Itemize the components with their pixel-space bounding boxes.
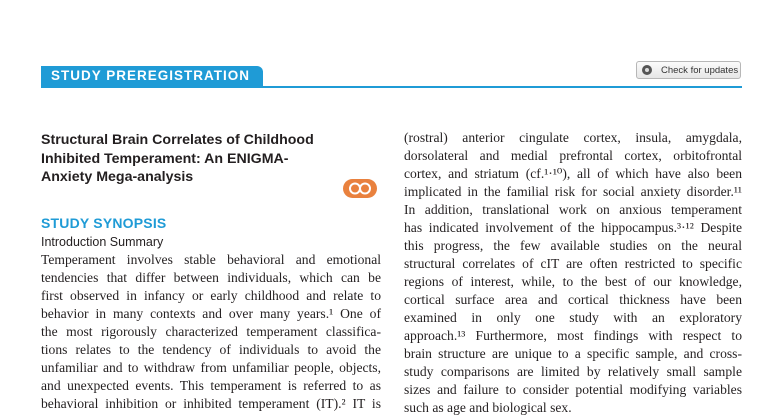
title-line: Inhibited Temperament: An ENIGMA- xyxy=(41,150,289,167)
text-line: tions relates to the tendency of individuals to avoid the xyxy=(41,342,381,357)
text-line: structural correlates of cIT are often restricted to specific xyxy=(404,256,742,271)
text-line: first observed in infancy or early childhood and relate to xyxy=(41,288,381,303)
right-column-text xyxy=(404,129,742,417)
text-line: dorsolateral and medial prefrontal cortex, orbitofrontal xyxy=(404,148,742,163)
text-line: regions of interest, while, to the best of our knowledge, xyxy=(404,274,742,289)
synopsis-heading: STUDY SYNOPSIS xyxy=(41,215,167,231)
title-line: Structural Brain Correlates of Childhood xyxy=(41,132,314,148)
text-line: (rostral) anterior cingulate cortex, insula, amygdala, xyxy=(404,130,742,145)
check-for-updates-label: Check for updates xyxy=(661,65,739,76)
text-line: unfamiliar and to withdraw from unfamiliar people, objects, xyxy=(41,360,381,375)
text-line: tendencies that differ between individuals, which can be xyxy=(41,270,381,285)
text-line: examined in only one study with an exploratory xyxy=(404,310,742,325)
header-rule xyxy=(41,86,742,88)
text-line: cortex, and striatum (cf.¹·¹⁰), all of which have also been xyxy=(404,166,742,181)
check-for-updates-button[interactable] xyxy=(636,61,741,79)
study-type-banner xyxy=(41,66,263,87)
text-line: approach.¹³ Furthermore, most findings with respect to xyxy=(404,328,742,343)
text-line: cortical surface area and cortical thickness have been xyxy=(404,292,742,307)
text-line: and unexpected events. This temperament is referred to as xyxy=(41,378,381,393)
title-line: Anxiety Mega-analysis xyxy=(41,169,194,185)
synopsis-subheading: Introduction Summary xyxy=(41,235,164,249)
text-line: has indicated involvement of the hippocampus.³·¹² Despite xyxy=(404,220,742,235)
text-line: sizes and failure to consider potential modifying variables xyxy=(404,382,742,397)
text-line: implicated in the familial risk for social anxiety disorder.¹¹ xyxy=(404,184,742,199)
article-title xyxy=(41,131,371,187)
text-line: brain structure are unique to a specific sample, and cross- xyxy=(404,346,742,361)
banner-label: STUDY PREREGISTRATION xyxy=(51,68,251,83)
text-line: behavior in many contexts and over many years.¹ One of xyxy=(41,306,381,321)
text-line: this progress, the few available studies on the neural xyxy=(404,238,742,253)
text-line: Temperament involves stable behavioral and emotional xyxy=(41,252,381,267)
open-access-icon[interactable] xyxy=(343,179,377,198)
text-line: behavioral inhibition or inhibited temperament (IT).² IT is xyxy=(41,396,381,411)
text-line: study comparisons are limited by relatively small sample xyxy=(404,364,742,379)
crossmark-icon xyxy=(642,65,652,75)
text-line: the most rigorously characterized temperament classifica- xyxy=(41,324,381,339)
left-column-text xyxy=(41,251,381,413)
text-line: In addition, translational work on anxious temperament xyxy=(404,202,742,217)
text-line: such as age and biological sex. xyxy=(404,400,572,415)
